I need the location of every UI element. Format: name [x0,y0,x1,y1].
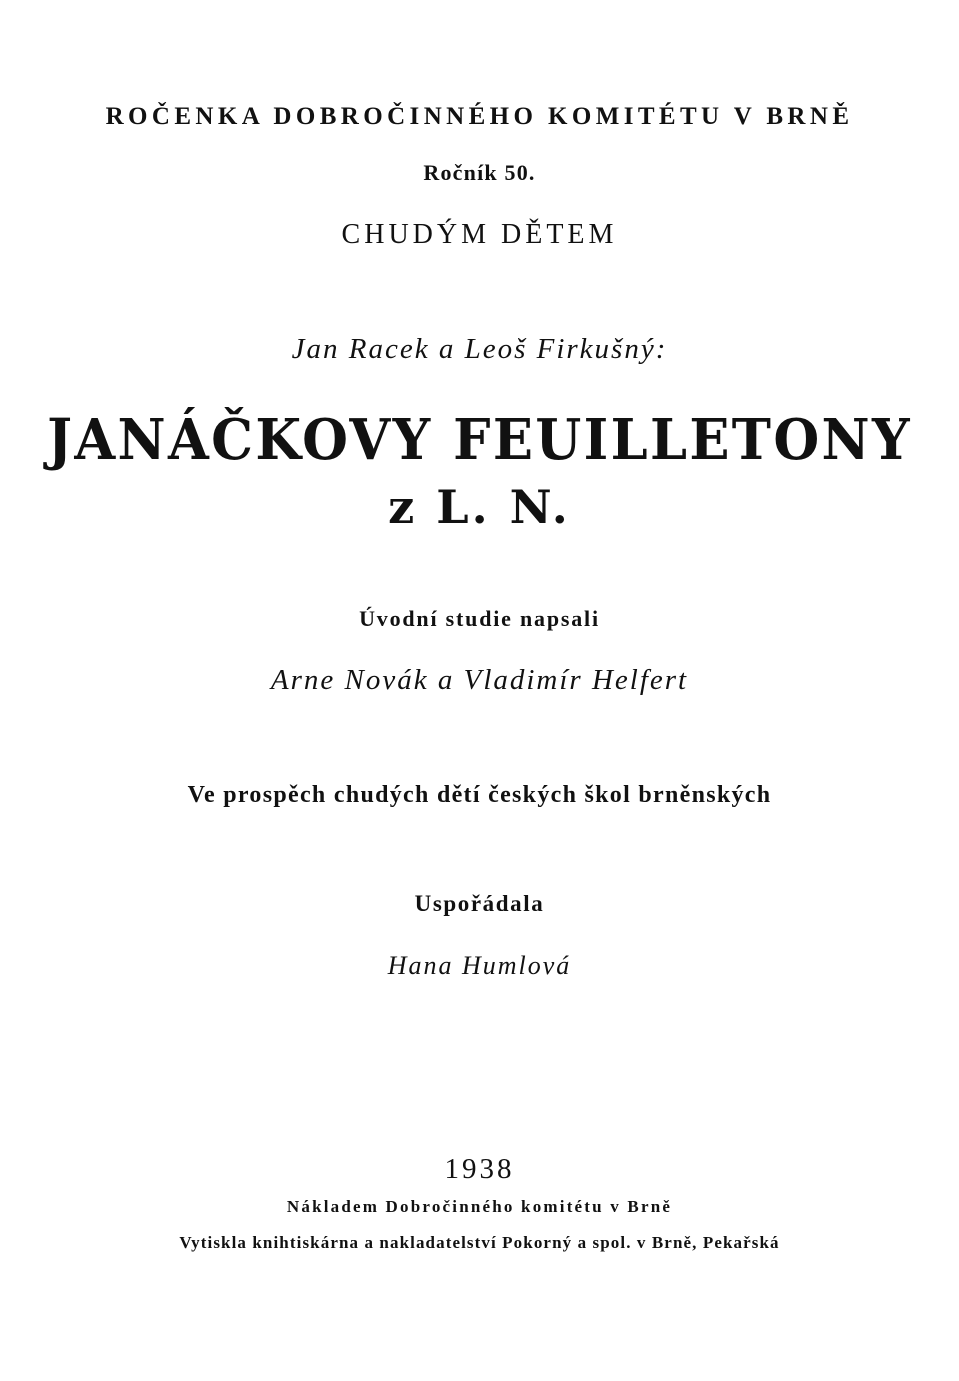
editor-name: Hana Humlová [387,951,572,980]
dedication: CHUDÝM DĚTEM [341,219,618,250]
series-title: ROČENKA DOBROČINNÉHO KOMITÉTU V BRNĚ [105,103,854,130]
publisher-line: Nákladem Dobročinného komitétu v Brně [286,1197,673,1216]
book-subtitle: z L. N. [388,480,571,534]
purpose-statement: Ve prospěch chudých dětí českých škol brněnských [187,782,772,808]
editor-label: Uspořádala [414,891,545,916]
publication-year: 1938 [444,1153,515,1185]
book-title: JANÁČKOVY FEUILLETONY [47,407,912,473]
intro-study-authors: Arne Novák a Vladimír Helfert [270,664,689,696]
book-authors: Jan Racek a Leoš Firkušný: [291,333,668,365]
printer-line: Vytiskla knihtiskárna a nakladatelství Pokorný a spol. v Brně, Pekařská [179,1233,780,1252]
volume-number: Ročník 50. [423,160,536,185]
intro-study-label: Úvodní studie napsali [359,606,600,631]
